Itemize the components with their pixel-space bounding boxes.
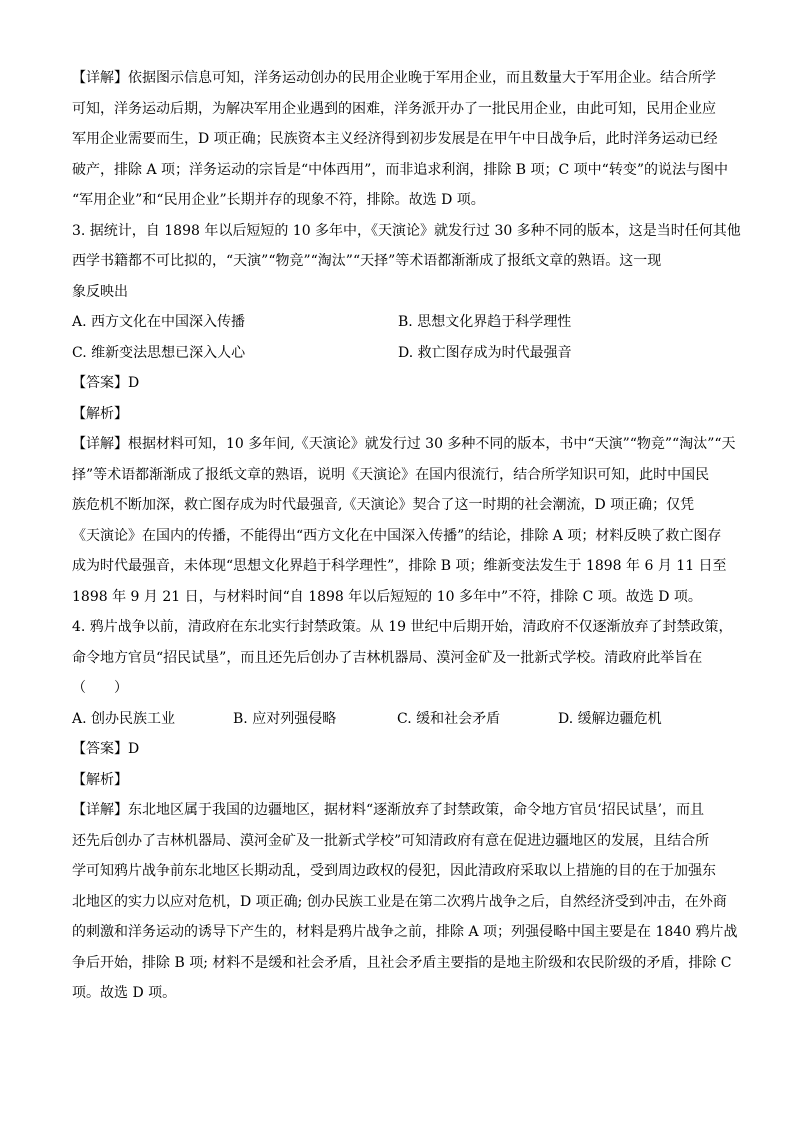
- detail-line: 【详解】东北地区属于我国的边疆地区，据材料“逐渐放弃了封禁政策，命令地方官员‘招民试垦’，而且: [72, 802, 705, 818]
- question-stem-line: 西学书籍都不可比拟的，“天演”“物竞”“淘汰”“天择”等术语都渐渐成了报纸文章的熟语。这一现: [72, 253, 662, 269]
- question-3: [72, 216, 741, 613]
- detail-line: 【详解】根据材料可知，10 多年间,《天演论》就发行过 30 多种不同的版本，书中“天演”“物竞”“淘汰”“天: [72, 436, 736, 452]
- option-a: A. 西方文化在中国深入传播: [72, 314, 246, 330]
- option-d: D. 缓解边疆危机: [558, 710, 662, 727]
- option-c: C. 维新变法思想已深入人心: [72, 344, 246, 361]
- option-b: B. 应对列强侵略: [233, 710, 337, 727]
- option-c: C. 缓和社会矛盾: [397, 710, 501, 727]
- question-stem-line: 4. 鸦片战争以前，清政府在东北实行封禁政策。从 19 世纪中后期开始，清政府不仅逐渐放弃了封禁政策，: [72, 619, 733, 635]
- detail-line: 成为时代最强音，未体现“思想文化界趋于科学理性”，排除 B 项；维新变法发生于 1898 年 6 月 11 日至: [72, 558, 727, 574]
- answer-label: 【答案】D: [72, 375, 140, 391]
- detail-line: 族危机不断加深，救亡图存成为时代最强音,《天演论》契合了这一时期的社会潮流，D 项正确；仅凭: [72, 497, 695, 513]
- detail-line: 项。故选 D 项。: [72, 985, 177, 1001]
- text-line: 军用企业需要而生，D 项正确；民族资本主义经济得到初步发展是在甲午中日战争后，此时洋务运动已经: [72, 131, 718, 147]
- text-line: “军用企业”和“民用企业”长期并存的现象不符，排除。故选 D 项。: [72, 192, 485, 208]
- q2-detail-paragraph: [72, 63, 732, 216]
- options-row: [72, 704, 732, 735]
- detail-line: 《天演论》在国内的传播，不能得出“西方文化在中国深入传播”的结论，排除 A 项；材料反映了救亡图存: [72, 527, 722, 544]
- answer-label: 【答案】D: [72, 741, 140, 757]
- option-d: D. 救亡图存成为时代最强音: [398, 344, 572, 361]
- document-page: [72, 63, 741, 1009]
- analysis-label: 【解析】: [72, 771, 128, 788]
- detail-line: 北地区的实力以应对危机，D 项正确; 创办民族工业是在第二次鸦片战争之后，自然经济受到冲击，在外商: [72, 893, 727, 910]
- question-stem-line: 象反映出: [72, 283, 128, 300]
- detail-line: 1898 年 9 月 21 日，与材料时间“自 1898 年以后短短的 10 多年中”不符，排除 C 项。故选 D 项。: [72, 588, 702, 605]
- question-stem-line: 3. 据统计，自 1898 年以后短短的 10 多年中，《天演论》就发行过 30 多种不同的版本，这是当时任何其他: [72, 222, 741, 239]
- text-line: 【详解】依据图示信息可知，洋务运动创办的民用企业晚于军用企业，而且数量大于军用企业。结合所学: [72, 70, 716, 86]
- options-row: [72, 307, 732, 338]
- analysis-label: 【解析】: [72, 405, 128, 422]
- option-a: A. 创办民族工业: [72, 710, 176, 727]
- question-stem-line: 命令地方官员“招民试垦”，而且还先后创办了吉林机器局、漠河金矿及一批新式学校。清政府此举旨在: [72, 649, 703, 666]
- detail-line: 还先后创办了吉林机器局、漠河金矿及一批新式学校”可知清政府有意在促进边疆地区的发展，且结合所: [72, 832, 710, 849]
- options-row: [72, 338, 732, 369]
- detail-line: 择”等术语都渐渐成了报纸文章的熟语，说明《天演论》在国内很流行，结合所学知识可知，此时中国民: [72, 466, 710, 483]
- text-line: 破产，排除 A 项；洋务运动的宗旨是“中体西用”，而非追求利润，排除 B 项；C 项中“转变”的说法与图中: [72, 161, 728, 178]
- question-stem-line: （ ）: [72, 680, 128, 696]
- detail-line: 学可知鸦片战争前东北地区长期动乱，受到周边政权的侵犯，因此清政府采取以上措施的目的在于加强东: [72, 863, 716, 879]
- detail-line: 争后开始，排除 B 项; 材料不是缓和社会矛盾，且社会矛盾主要指的是地主阶级和农民阶级的矛盾，排除 C: [72, 954, 732, 971]
- option-b: B. 思想文化界趋于科学理性: [398, 314, 572, 330]
- question-4: [72, 612, 738, 1009]
- text-line: 可知，洋务运动后期，为解决军用企业遇到的困难，洋务派开办了一批民用企业，由此可知，民用企业应: [72, 100, 716, 117]
- detail-line: 的刺激和洋务运动的诱导下产生的，材料是鸦片战争之前，排除 A 项；列强侵略中国主要是在 1840 鸦片战: [72, 924, 738, 940]
